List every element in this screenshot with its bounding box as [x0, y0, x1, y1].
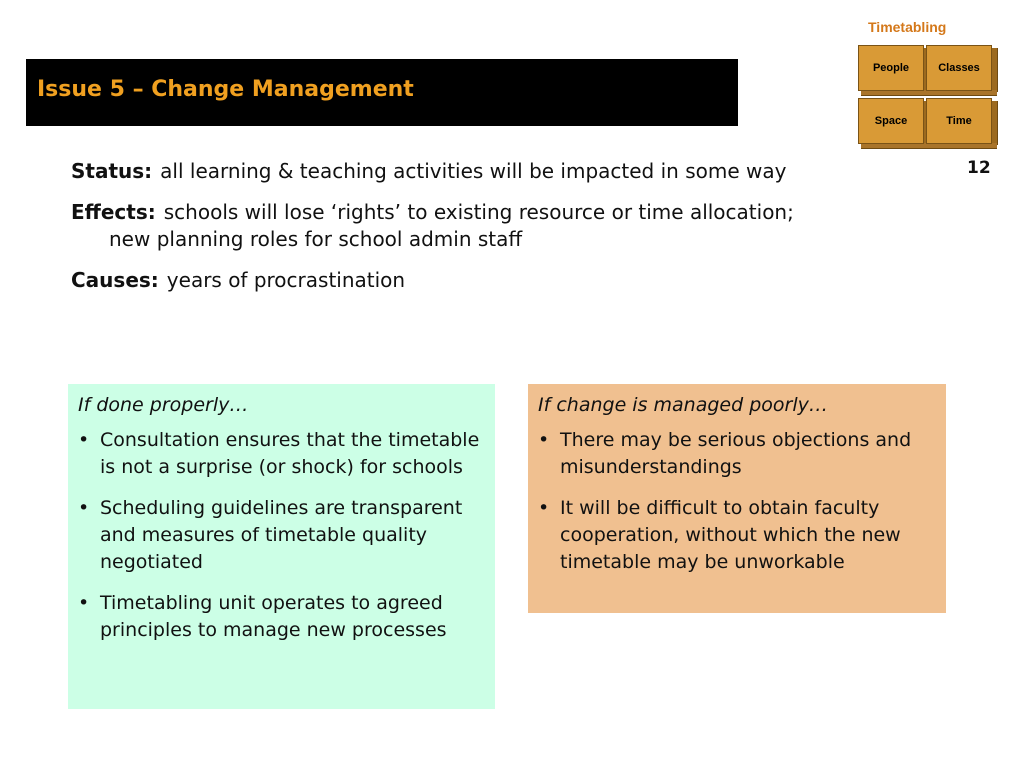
causes-label: Causes:: [71, 268, 159, 292]
done-properly-box: [68, 384, 495, 709]
bullet-icon: •: [78, 592, 90, 614]
bullet-icon: •: [538, 497, 550, 519]
slide-title: Issue 5 – Change Management: [37, 77, 414, 102]
cube-space: [858, 98, 930, 150]
list-item: • Consultation ensures that the timetable is not a surprise (or shock) for schools: [78, 429, 480, 478]
cube-label: Time: [926, 98, 992, 144]
cube-label: Classes: [926, 45, 992, 91]
managed-poorly-heading: If change is managed poorly…: [538, 394, 828, 416]
title-bar: [26, 59, 738, 126]
list-item: • It will be difficult to obtain faculty cooperation, without which the new timetable may be unworkable: [538, 497, 901, 573]
effects-item: [71, 199, 841, 253]
brand-label: Timetabling: [868, 19, 947, 35]
bullet-icon: •: [538, 429, 550, 451]
effects-text: schools will lose ‘rights’ to existing resource or time allocation; new planning roles for school admin staff: [109, 200, 794, 251]
managed-poorly-box: [528, 384, 946, 613]
cube-people: [858, 45, 930, 97]
status-text: all learning & teaching activities will be impacted in some way: [160, 159, 787, 183]
done-properly-heading: If done properly…: [78, 394, 249, 416]
effects-label: Effects:: [71, 200, 156, 224]
bullet-icon: •: [78, 429, 90, 451]
status-list: [71, 158, 841, 308]
cube-label: Space: [858, 98, 924, 144]
causes-item: [71, 267, 841, 294]
status-label: Status:: [71, 159, 153, 183]
page-number: 12: [967, 158, 991, 178]
bullet-icon: •: [78, 497, 90, 519]
cube-time: [926, 98, 998, 150]
list-item: • Timetabling unit operates to agreed principles to manage new processes: [78, 592, 447, 641]
cube-label: People: [858, 45, 924, 91]
list-item: • There may be serious objections and misunderstandings: [538, 429, 912, 478]
list-item: • Scheduling guidelines are transparent and measures of timetable quality negotiated: [78, 497, 463, 573]
status-item: [71, 158, 841, 185]
causes-text: years of procrastination: [166, 268, 406, 292]
cube-classes: [926, 45, 998, 97]
